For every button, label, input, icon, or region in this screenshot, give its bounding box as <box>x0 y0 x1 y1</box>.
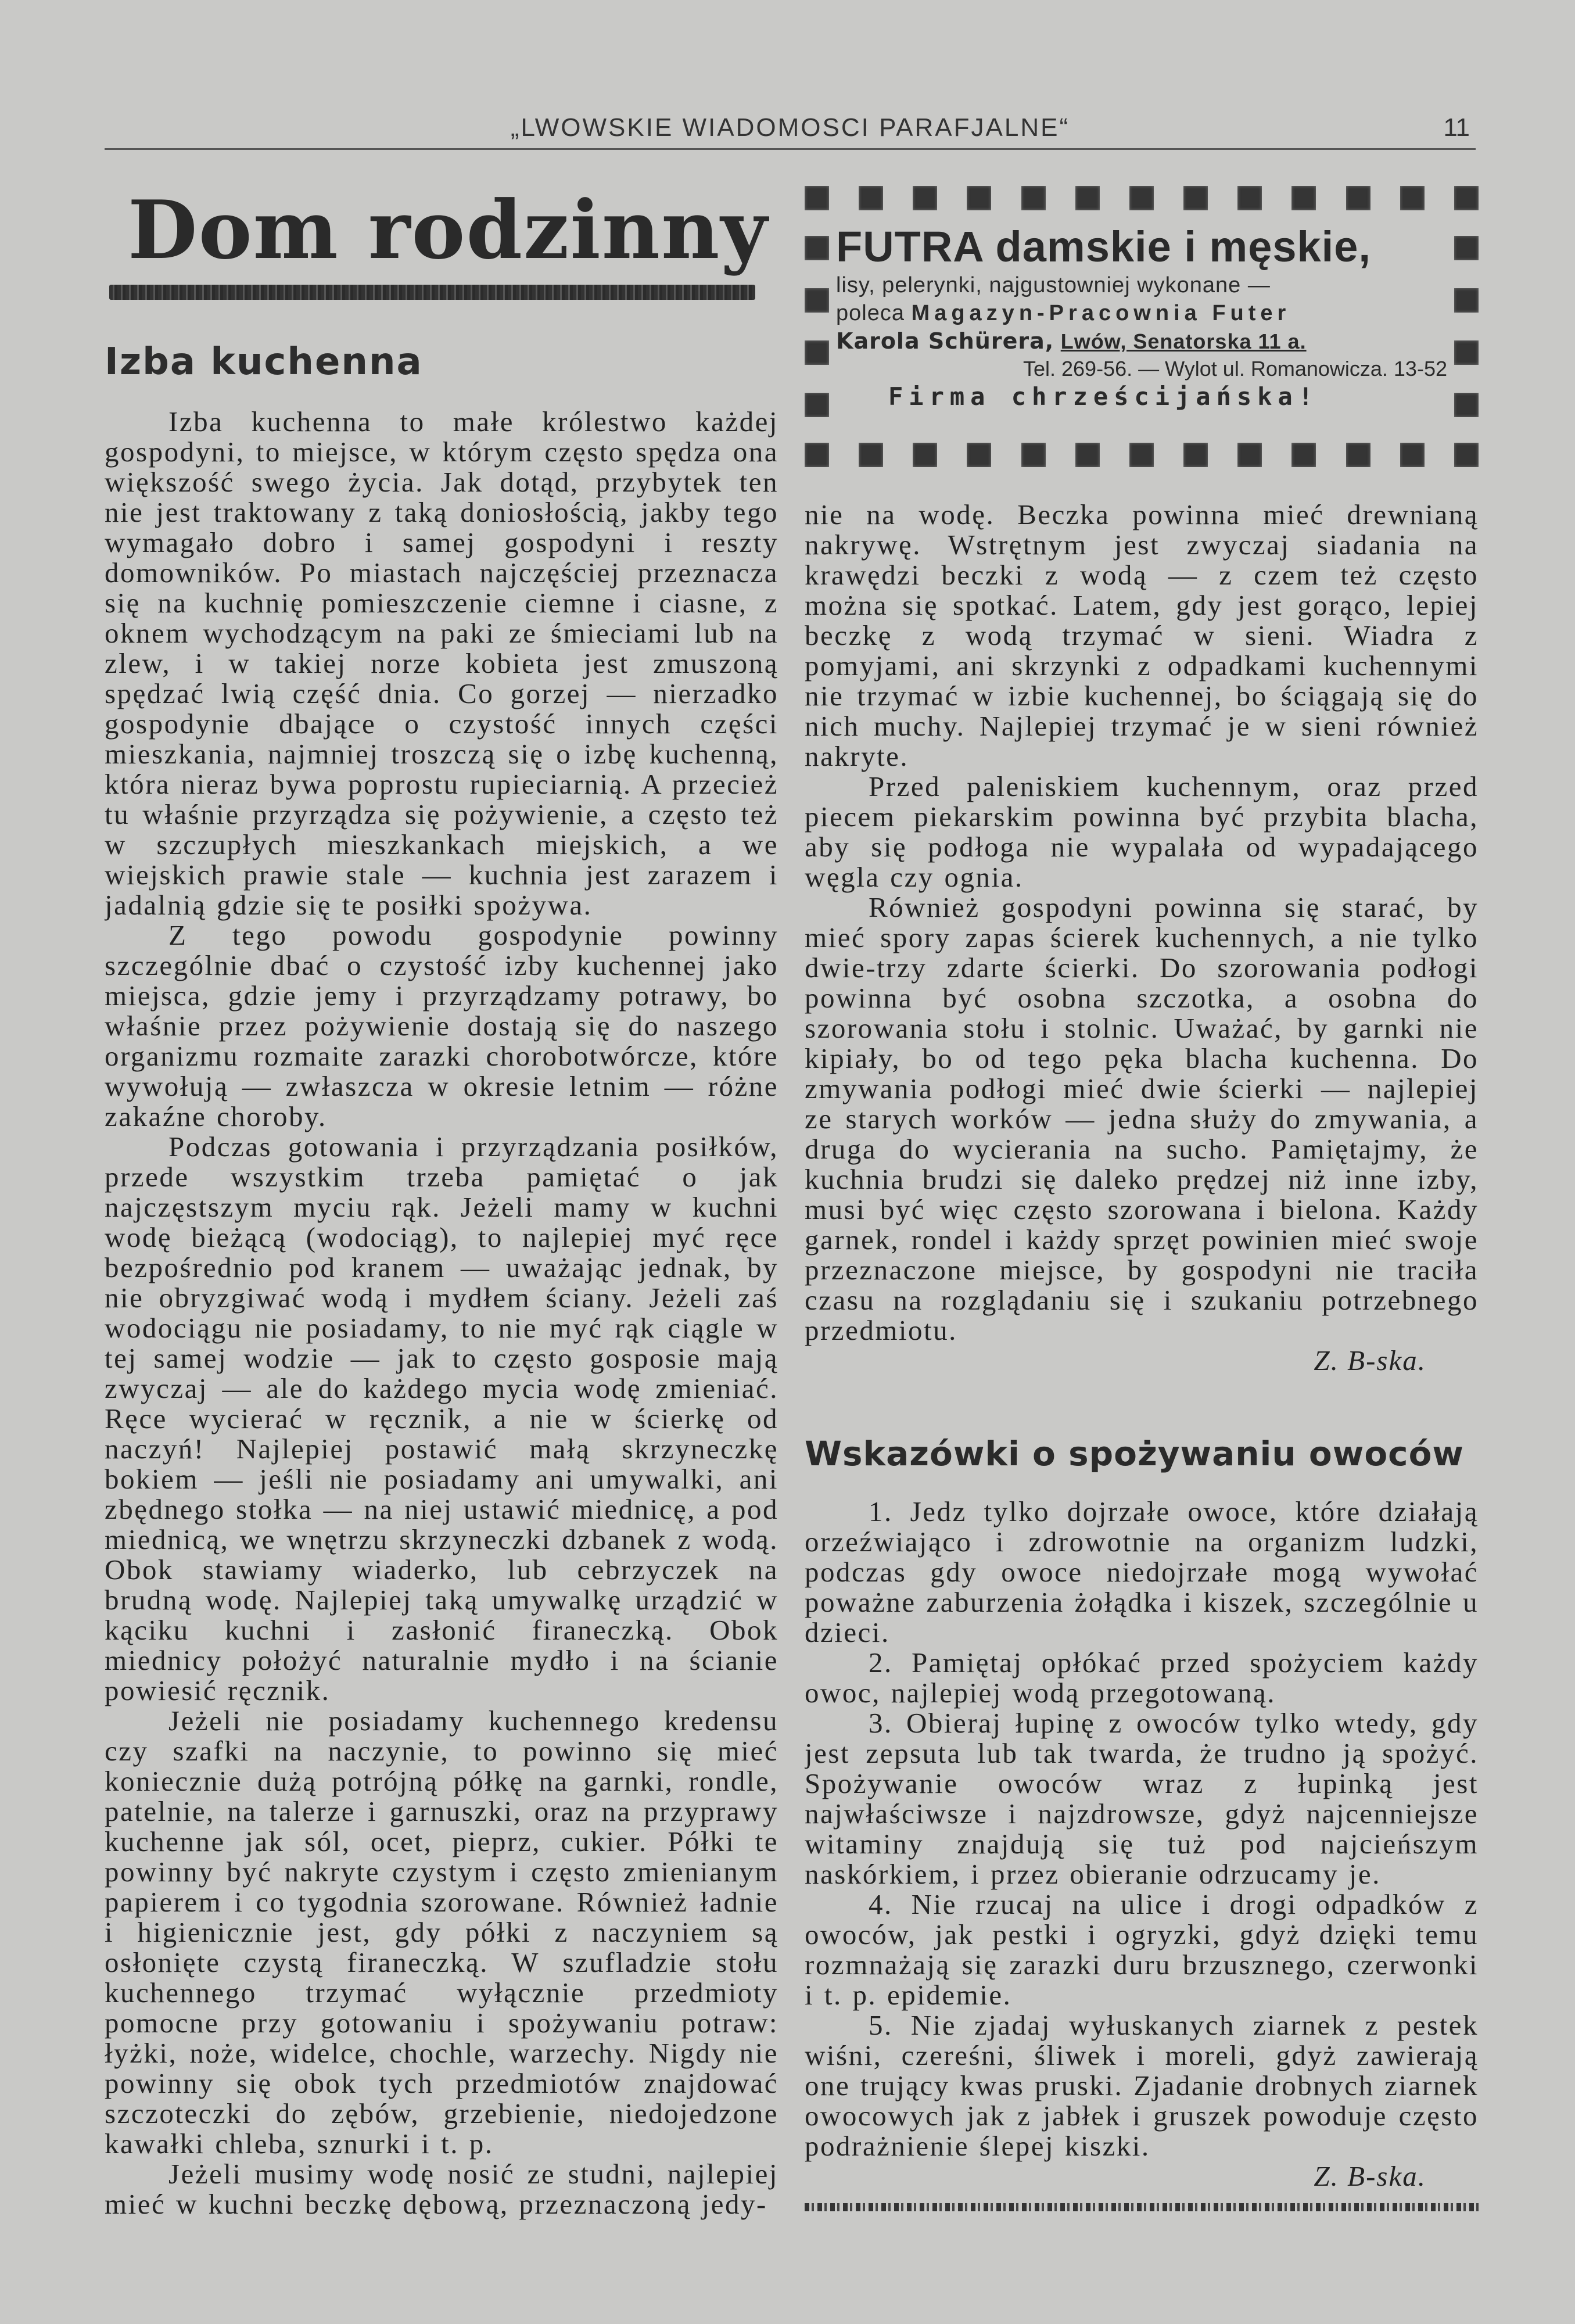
ad-line: lisy, pelerynki, najgustowniej wykonane — <box>836 273 1271 297</box>
ad-owner-name: Karola Schürera, <box>836 328 1054 354</box>
paragraph: nie na wodę. Beczka powinna mieć drewnianą nakrywę. Wstrętnym jest zwyczaj siadania na krawędzi beczki z wodą — z czem też często można się spotkać. Latem, gdy jest gorąco, lepiej beczkę z wodą trzymać w sieni. Wiadra z pomyjami, ani skrzynki z odpadkami kuchennymi nie trzymać w izbie kuchennej, bo ściągają się do nich muchy. Najlepiej trzymać je w sieni również nakryte. <box>805 498 1479 772</box>
paragraph: Jeżeli nie posiadamy kuchennego kredensu czy szafki na naczynie, to powinno się mieć koniecznie dużą potrójną półkę na garnki, rondle, patelnie, na talerze i garnuszki, oraz na przyprawy kuchenne jak sól, ocet, pieprz, cukier. Półki te powinny być nakryte czystym i często zmienianym papierem i co tygodnia szorowane. Również ładnie i higienicznie jest, gdy półki z naczyniem są osłonięte czystą firaneczką. W szufladzie stołu kuchennego trzymać wyłącznie przedmioty pomocne przy gotowaniu i spożywaniu potraw: łyżki, noże, widelce, chochle, warzechy. Nigdy nie powinny się obok tych przedmiotów znajdować szczoteczki do zębów, grzebienie, niedojedzone kawałki chleba, sznurki i t. p. <box>105 1704 778 2160</box>
border-square-ornament <box>1021 443 1046 467</box>
ad-border-bottom <box>805 443 1479 467</box>
border-square-ornament <box>1075 186 1100 210</box>
border-square-ornament <box>913 443 937 467</box>
ad-address: Lwów, Senatorska 11 a. <box>1060 329 1307 353</box>
border-square-ornament <box>1183 443 1208 467</box>
border-square-ornament <box>805 393 829 417</box>
ad-telephone: Tel. 269-56. — Wylot ul. Romanowicza. 13-52 <box>1023 357 1447 381</box>
tip-item: 1. Jedz tylko dojrzałe owoce, które działają orzeźwiająco i zdrowotnie na organizm ludzki, podczas gdy owoce niedojrzałe mogą wywołać poważne zaburzenia żołądka i kiszek, szczególnie u dzieci. <box>805 1495 1479 1648</box>
fur-advertisement <box>805 186 1479 476</box>
ad-headline: FUTRA damskie i męskie, <box>836 223 1371 271</box>
border-square-ornament <box>1454 288 1479 313</box>
border-square-ornament <box>1346 186 1370 210</box>
border-square-ornament <box>859 443 883 467</box>
paragraph: Przed paleniskiem kuchennym, oraz przed piecem piekarskim powinna być przybita blacha, aby się podłoga nie wypalała od wypadającego węgla czy ognia. <box>805 770 1479 893</box>
tip-item: 4. Nie rzucaj na ulice i drogi odpadków z owoców, jak pestki i ogryzki, gdyż dzięki temu rozmnażają się zarazki duru brzusznego, czerwonki i t. p. epidemie. <box>805 1888 1479 2011</box>
border-square-ornament <box>1400 186 1425 210</box>
ornamental-divider <box>805 2203 1479 2211</box>
border-square-ornament <box>859 186 883 210</box>
border-square-ornament <box>1183 186 1208 210</box>
border-square-ornament <box>1346 443 1370 467</box>
border-square-ornament <box>1454 340 1479 365</box>
border-square-ornament <box>1291 443 1316 467</box>
border-square-ornament <box>1454 236 1479 260</box>
paragraph: Jeżeli musimy wodę nosić ze studni, najlepiej mieć w kuchni beczkę dębową, przeznaczoną jedy- <box>105 2157 778 2220</box>
tip-item: 2. Pamiętaj opłókać przed spożyciem każdy owoc, najlepiej wodą przegotowaną. <box>805 1647 1479 1709</box>
ad-firm-note: Firma chrześcijańska! <box>888 382 1319 411</box>
tip-item: 5. Nie zjadaj wyłuskanych ziarnek z pestek wiśni, czereśni, śliwek i moreli, gdyż zawierają one trujący kwas pruski. Zjadanie drobnych ziarnek owocowych jak z jabłek i gruszek powoduje często podrażnienie ślepej kiszki. <box>805 2009 1479 2162</box>
ad-border-left <box>805 222 829 431</box>
border-square-ornament <box>1237 186 1262 210</box>
page-header <box>105 107 1476 150</box>
border-square-ornament <box>1454 443 1479 467</box>
paragraph: Izba kuchenna to małe królestwo każdej gospodyni, to miejsce, w którym często spędza ona większość swego życia. Jak dotąd, przybytek ten nie jest traktowany z taką doniosłością, jakby tego wymagało dobro i samej gospodyni i reszty domowników. Po miastach najczęściej przeznacza się na kuchnię pomieszczenie ciemne i ciasne, z oknem wychodzącym na paki ze śmieciami lub na zlew, i w takiej norze kobieta jest zmuszoną spędzać lwią część dnia. Co gorzej — nierzadko gospodynie dbające o czystość innych części mieszkania, najmniej troszczą się o izbę kuchenną, która nieraz bywa poprostu rupieciarnią. A przecież tu właśnie przyrządza się pożywienie, a często też w szczupłych mieszkankach miejskich, a we wiejskich prawie stale — kuchnia jest zarazem i jadalnią gdzie się te posiłki spożywa. <box>105 405 778 921</box>
author-signature: Z. B-ska. <box>1314 2160 1426 2192</box>
ad-shop-name: Magazyn-Pracownia Futer <box>911 301 1291 325</box>
border-square-ornament <box>1454 186 1479 210</box>
border-square-ornament <box>967 186 991 210</box>
border-square-ornament <box>805 236 829 260</box>
author-signature: Z. B-ska. <box>1314 1344 1426 1376</box>
page-number: 11 <box>1443 113 1470 142</box>
border-square-ornament <box>805 288 829 313</box>
paragraph: Z tego powodu gospodynie powinny szczególnie dbać o czystość izby kuchennej jako miejsca, gdzie jemy i przyrządzamy potrawy, bo właśnie przez pożywienie dostają się do naszego organizmu rozmaite zarazki chorobotwórcze, które wywołują — zwłaszcza w okresie letnim — różne zakaźne choroby. <box>105 919 778 1132</box>
newspaper-title: „LWOWSKIE WIADOMOSCI PARAFJALNE“ <box>510 113 1070 142</box>
right-column <box>805 174 1479 2289</box>
border-square-ornament <box>1237 443 1262 467</box>
paragraph: Również gospodyni powinna się starać, by mieć spory zapas ścierek kuchennych, a nie tylko dwie-trzy zdarte ścierki. Do szorowania podłogi powinna być osobna szczotka, a osobna do szorowania stołu i stolnic. Uważać, by garnki nie kipiały, bo od tego pęka blacha kuchenna. Do zmywania podłogi mieć dwie ścierki — najlepiej ze starych worków — jedna służy do zmywania, a druga do wycierania na sucho. Pamiętajmy, że kuchnia brudzi się daleko prędzej niż inne izby, musi być więc często szorowana i bielona. Każdy garnek, rondel i każdy sprzęt powinien mieć swoje przeznaczone miejsce, by gospodyni nie traciła czasu na rozglądaniu się i szukaniu potrzebnego przedmiotu. <box>805 891 1479 1346</box>
border-square-ornament <box>967 443 991 467</box>
border-square-ornament <box>805 443 829 467</box>
ad-border-right <box>1454 222 1479 431</box>
ad-text: poleca <box>836 301 905 325</box>
border-square-ornament <box>913 186 937 210</box>
left-column <box>105 174 778 2289</box>
border-square-ornament <box>1291 186 1316 210</box>
border-square-ornament <box>1021 186 1046 210</box>
section-title: Wskazówki o spożywaniu owoców <box>805 1434 1464 1473</box>
ad-line <box>836 299 1447 327</box>
border-square-ornament <box>1075 443 1100 467</box>
border-square-ornament <box>805 186 829 210</box>
title-decorative-bar <box>109 285 755 300</box>
ad-line <box>836 327 1447 356</box>
border-square-ornament <box>1454 393 1479 417</box>
paragraph: Podczas gotowania i przyrządzania posiłków, przede wszystkim trzeba pamiętać o jak najczęstszym myciu rąk. Jeżeli mamy w kuchni wodę bieżącą (wodociąg), to najlepiej myć ręce bezpośrednio pod kranem — uważając jednak, by nie obryzgiwać wodą i mydłem ściany. Jeżeli zaś wodociągu nie posiadamy, to nie myć rąk ciągle w tej samej wodzie — jak to często gosposie mają zwyczaj — ale do każdego mycia wodę zmieniać. Ręce wycierać w ręcznik, a nie w ścierkę od naczyń! Najlepiej postawić małą skrzyneczkę bokiem — jeśli nie posiadamy ani umywalki, ani zbędnego stołka — na niej ustawić miednicę, a pod miednicą, we wnętrzu skrzyneczki dzbanek z wodą. Obok stawiamy wiaderko, lub cebrzyczek na brudną wodę. Najlepiej taką umywalkę urządzić w kąciku kuchni i zasłonić firaneczką. Obok miednicy położyć naturalnie mydło i na ścianie powiesić ręcznik. <box>105 1130 778 1706</box>
article-subtitle: Izba kuchenna <box>105 340 423 383</box>
tip-item: 3. Obieraj łupinę z owoców tylko wtedy, gdy jest zepsuta lub tak twarda, że trudno ją spożyć. Spożywanie owoców wraz z łupinką jest najwłaściwsze i najzdrowsze, gdyż najcenniejsze witaminy znajdują się tuż pod najcieńszym naskórkiem, i przez obieranie odrzucamy je. <box>805 1707 1479 1890</box>
ad-border-top <box>805 186 1479 210</box>
border-square-ornament <box>1129 186 1154 210</box>
article-title: Dom rodzinny <box>128 182 769 277</box>
border-square-ornament <box>1129 443 1154 467</box>
border-square-ornament <box>1400 443 1425 467</box>
border-square-ornament <box>805 340 829 365</box>
